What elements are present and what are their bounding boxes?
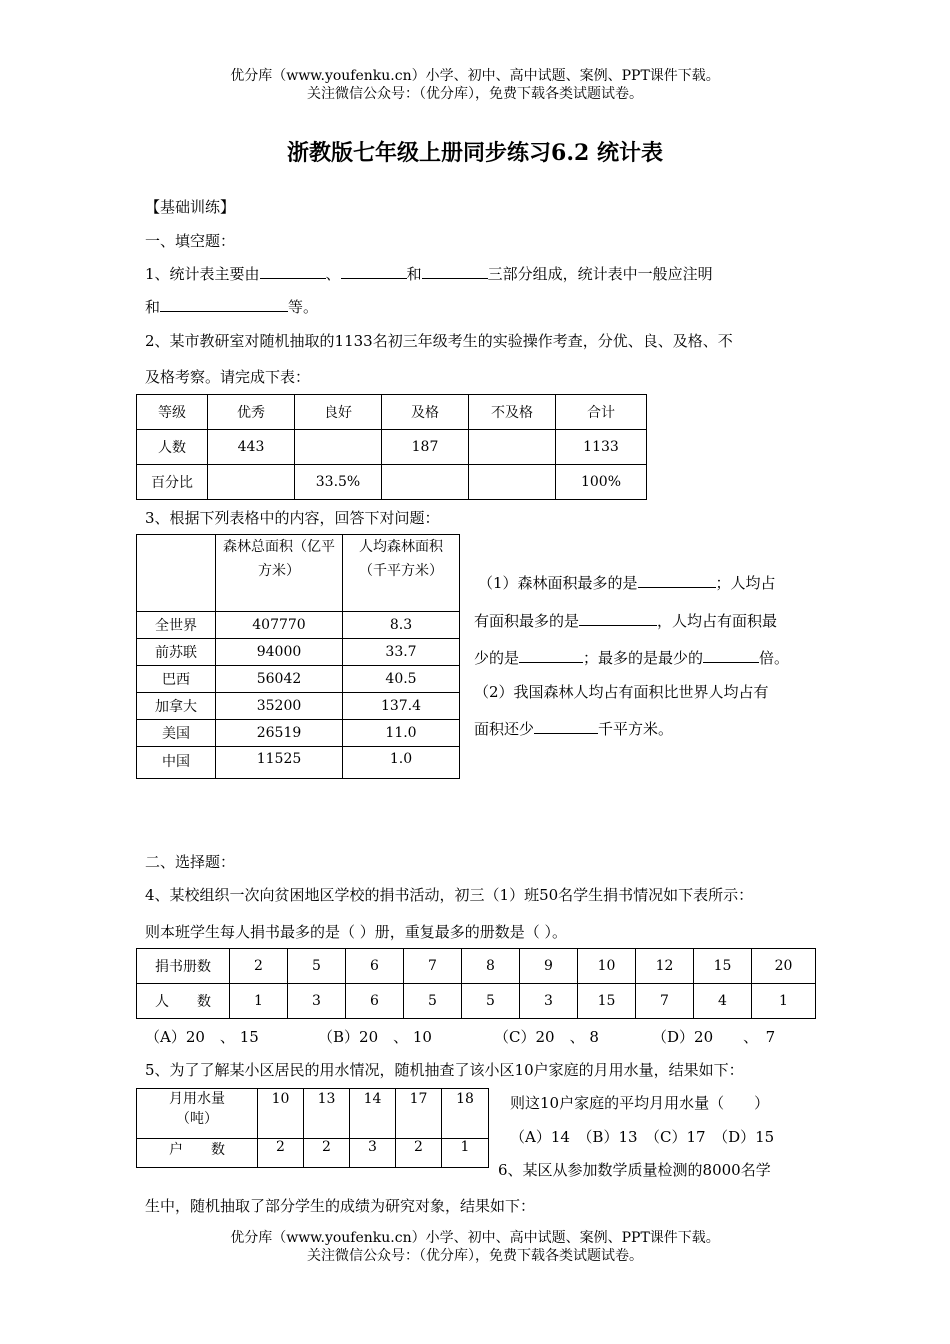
table-cell: 15 (578, 984, 636, 1019)
table-cell: 8.3 (343, 612, 460, 639)
table-cell: 40.5 (343, 666, 460, 693)
option-d[interactable]: （D）20 、 7 (652, 1028, 776, 1046)
table-cell: 3 (520, 984, 578, 1019)
table-cell: 11.0 (343, 720, 460, 747)
question-4-line-2: 则本班学生每人捐书最多的是（ ）册，重复最多的册数是（ ）。 (145, 923, 568, 941)
table-cell: 百分比 (137, 465, 208, 500)
q1-text-d: 三部分组成，统计表中一般应注明 (487, 265, 713, 283)
option-a[interactable]: （A）20 、 15 (145, 1028, 259, 1046)
table-cell: 7 (636, 984, 694, 1019)
q3-text: 少的是 (474, 649, 520, 667)
table-cell[interactable] (208, 465, 295, 500)
table-cell: 2 (230, 949, 288, 984)
q3-text: 千平方米。 (598, 720, 674, 738)
table-cell (137, 535, 216, 612)
q1-text-b: 、 (325, 265, 341, 283)
answer-blank[interactable] (579, 611, 657, 626)
table-cell: 加拿大 (137, 693, 216, 720)
table-cell: 56042 (216, 666, 343, 693)
part1-heading: 一、填空题： (145, 232, 236, 250)
table-cell: 人均森林面积（千平方米） (343, 535, 460, 612)
table-cell: 17 (396, 1089, 442, 1139)
question-2-line-1: 2、某市教研室对随机抽取的1133名初三年级考生的实验操作考查，分优、良、及格、不 (145, 332, 733, 350)
table-cell: 4 (694, 984, 752, 1019)
table-cell: 2 (304, 1139, 350, 1168)
part2-heading: 二、选择题： (145, 853, 236, 871)
q3-side-line-2 (474, 610, 777, 631)
forest-table (136, 534, 460, 779)
table-cell: 100% (556, 465, 647, 500)
question-6-line-2: 生中，随机抽取了部分学生的成绩为研究对象，结果如下： (145, 1197, 536, 1215)
table-cell: 3 (350, 1139, 396, 1168)
question-4-line-1: 4、某校组织一次向贫困地区学校的捐书活动，初三（1）班50名学生捐书情况如下表所示： (145, 886, 754, 904)
table-cell: 15 (694, 949, 752, 984)
table-cell: 14 (350, 1089, 396, 1139)
q5-side-line-1: 则这10户家庭的平均月用水量（ ） (510, 1094, 770, 1112)
question-1-cont (145, 296, 318, 317)
question-1 (145, 263, 713, 284)
answer-blank[interactable] (260, 264, 326, 279)
q3-text: 有面积最多的是 (474, 612, 580, 630)
question-2-line-2: 及格考察。请完成下表： (145, 368, 311, 386)
table-cell: 不及格 (469, 395, 556, 430)
table-cell: 森林总面积（亿平方米） (216, 535, 343, 612)
table-cell: 3 (288, 984, 346, 1019)
table-cell: 1 (442, 1139, 489, 1168)
books-table (136, 948, 816, 1019)
q3-side-line-1 (478, 572, 776, 593)
table-cell: 5 (288, 949, 346, 984)
option-c[interactable]: （C）20 、 8 (494, 1028, 599, 1046)
table-cell: 94000 (216, 639, 343, 666)
table-cell: 187 (382, 430, 469, 465)
table-cell: 137.4 (343, 693, 460, 720)
question-3-line-1: 3、根据下列表格中的内容，回答下对问题： (145, 509, 440, 527)
q3-side-line-3 (474, 647, 789, 668)
table-cell: 合计 (556, 395, 647, 430)
q3-text: 倍。 (759, 649, 790, 667)
q3-text: ；最多的是最少的 (583, 649, 704, 667)
answer-blank[interactable] (703, 648, 759, 663)
table-cell: 全世界 (137, 612, 216, 639)
table-cell: 及格 (382, 395, 469, 430)
table-cell[interactable] (382, 465, 469, 500)
table-cell: 优秀 (208, 395, 295, 430)
table-cell: 美国 (137, 720, 216, 747)
water-table (136, 1088, 489, 1168)
answer-blank[interactable] (519, 648, 583, 663)
table-cell: 13 (304, 1089, 350, 1139)
q3-text: （1）森林面积最多的是 (478, 574, 638, 592)
table-cell: 11525 (216, 747, 343, 779)
table-cell: 中国 (137, 747, 216, 779)
table-cell[interactable] (295, 430, 382, 465)
table-cell: 8 (462, 949, 520, 984)
table-cell: 人数 (137, 430, 208, 465)
table-cell: 10 (258, 1089, 304, 1139)
question-5-line-1: 5、为了了解某小区居民的用水情况，随机抽查了该小区10户家庭的月用水量，结果如下： (145, 1061, 744, 1079)
table-cell: 2 (396, 1139, 442, 1168)
table-cell: 1133 (556, 430, 647, 465)
table-cell: 6 (346, 984, 404, 1019)
table-cell: 1.0 (343, 747, 460, 779)
table-cell: 20 (752, 949, 816, 984)
option-b[interactable]: （B）20 、 10 (318, 1028, 432, 1046)
q3-side-line-4: （2）我国森林人均占有面积比世界人均占有 (474, 683, 769, 701)
table-cell: 9 (520, 949, 578, 984)
q5-options[interactable]: （A）14 （B）13 （C）17 （D）15 (510, 1128, 775, 1146)
table-cell[interactable] (469, 465, 556, 500)
answer-blank[interactable] (422, 264, 488, 279)
table-cell: 前苏联 (137, 639, 216, 666)
answer-blank[interactable] (160, 297, 288, 312)
q1-text-f: 等。 (288, 298, 319, 316)
question-6-line-1: 6、某区从参加数学质量检测的8000名学 (498, 1161, 771, 1179)
q3-text: ；人均占 (715, 574, 776, 592)
answer-blank[interactable] (534, 719, 598, 734)
table-cell: 35200 (216, 693, 343, 720)
table-cell: 10 (578, 949, 636, 984)
header-unit: （吨） (176, 1111, 218, 1127)
table-cell: 捐书册数 (137, 949, 230, 984)
table-cell: 5 (462, 984, 520, 1019)
q1-text-e: 和 (145, 298, 161, 316)
table-cell: 巴西 (137, 666, 216, 693)
grade-table (136, 394, 647, 500)
section-basic: 【基础训练】 (145, 198, 236, 216)
table-cell: 6 (346, 949, 404, 984)
page-title: 浙教版七年级上册同步练习6.2 统计表 (287, 140, 663, 166)
table-cell: 良好 (295, 395, 382, 430)
table-cell: 户 数 (137, 1139, 258, 1168)
q3-text: 面积还少 (474, 720, 535, 738)
footer-line-2: 关注微信公众号：（优分库），免费下载各类试题试卷。 (307, 1248, 643, 1264)
table-cell: 443 (208, 430, 295, 465)
header-label: 月用水量 (169, 1091, 225, 1107)
table-cell: 407770 (216, 612, 343, 639)
table-cell: 人 数 (137, 984, 230, 1019)
table-cell: 33.5% (295, 465, 382, 500)
table-cell: 7 (404, 949, 462, 984)
q1-text-c: 和 (406, 265, 422, 283)
table-cell: 1 (230, 984, 288, 1019)
header-line-2: 关注微信公众号：（优分库），免费下载各类试题试卷。 (307, 86, 643, 102)
q1-text-a: 1、统计表主要由 (145, 265, 260, 283)
table-cell: 26519 (216, 720, 343, 747)
answer-blank[interactable] (638, 573, 716, 588)
table-cell: 等级 (137, 395, 208, 430)
table-cell: 18 (442, 1089, 489, 1139)
answer-blank[interactable] (341, 264, 407, 279)
header-line-1: 优分库（www.youfenku.cn）小学、初中、高中试题、案例、PPT课件下载。 (230, 68, 720, 84)
table-cell[interactable] (469, 430, 556, 465)
footer-line-1: 优分库（www.youfenku.cn）小学、初中、高中试题、案例、PPT课件下载。 (230, 1230, 720, 1246)
table-cell: 33.7 (343, 639, 460, 666)
q3-side-line-5 (474, 718, 673, 739)
table-cell: 12 (636, 949, 694, 984)
table-cell: 2 (258, 1139, 304, 1168)
table-cell (137, 1089, 258, 1139)
q3-text: ，人均占有面积最 (657, 612, 778, 630)
table-cell: 5 (404, 984, 462, 1019)
table-cell: 1 (752, 984, 816, 1019)
